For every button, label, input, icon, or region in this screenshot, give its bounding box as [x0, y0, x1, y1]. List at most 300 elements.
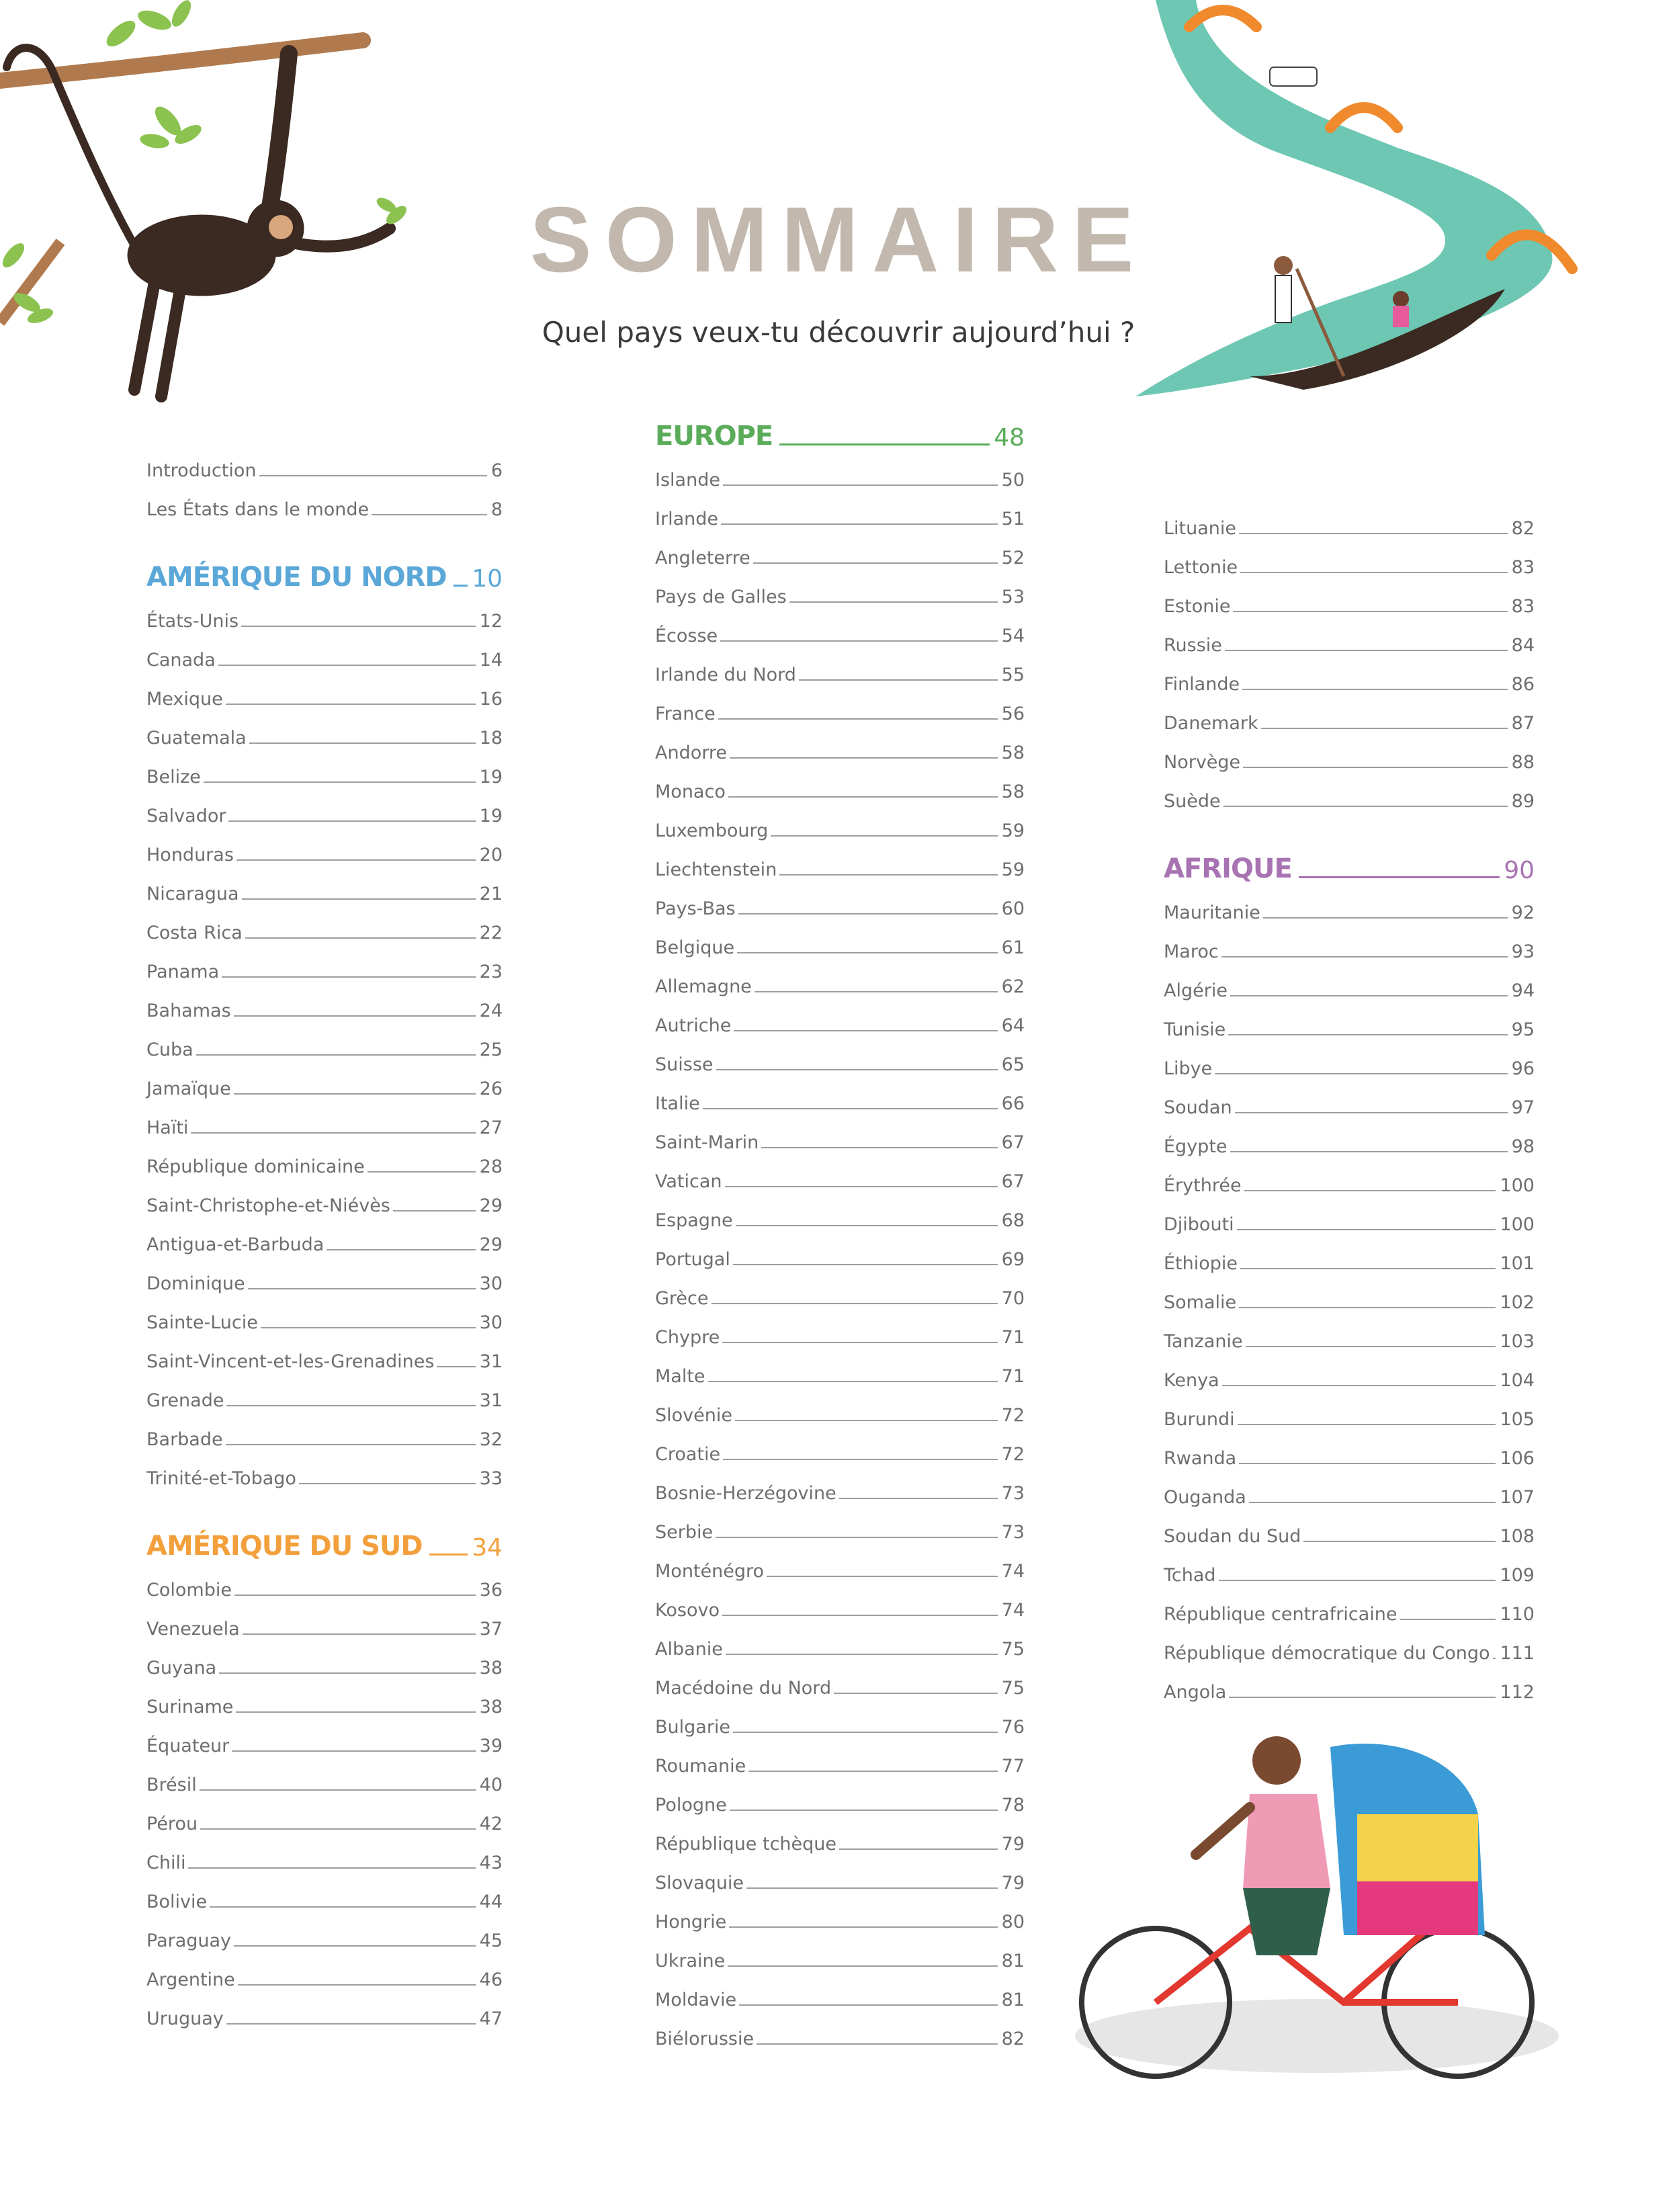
toc-entry-name: Kenya [1164, 1370, 1219, 1391]
toc-entry-item[interactable] [655, 1075, 1025, 1114]
toc-entry-name: Belgique [655, 937, 735, 958]
toc-entry-name: Grèce [655, 1288, 709, 1309]
toc-entry-item[interactable] [1164, 1313, 1535, 1352]
dotted-leader [1400, 1619, 1496, 1620]
dotted-leader [721, 523, 998, 525]
toc-entry-item[interactable] [655, 958, 1025, 997]
toc-entry-item[interactable] [655, 802, 1025, 841]
toc-entry-page: 24 [479, 1001, 503, 1021]
dotted-leader [226, 2023, 476, 2025]
dotted-leader [249, 742, 476, 744]
toc-entry-name: Irlande [655, 509, 718, 529]
dotted-leader [834, 1693, 998, 1694]
toc-entry-item[interactable] [146, 1795, 503, 1834]
toc-entry-name: Malte [655, 1366, 705, 1387]
toc-entry-item[interactable] [655, 1036, 1025, 1075]
toc-entry-name: Saint-Vincent-et-les-Grenadines [146, 1351, 435, 1372]
dotted-leader [243, 1633, 476, 1635]
toc-entry-item[interactable] [146, 1990, 503, 2029]
toc-entry-name: Angola [1164, 1682, 1227, 1703]
toc-entry-item[interactable] [655, 452, 1025, 491]
toc-entry-item[interactable] [655, 1114, 1025, 1153]
toc-entry-item[interactable] [146, 442, 503, 481]
toc-entry-page: 96 [1511, 1058, 1535, 1079]
toc-entry-page: 83 [1511, 596, 1535, 617]
dotted-leader [234, 1015, 476, 1017]
toc-entry-name: États-Unis [146, 611, 239, 632]
toc-entry-page: 87 [1511, 713, 1535, 734]
toc-entry-item[interactable] [655, 1971, 1025, 2010]
toc-entry-name: Salvador [146, 806, 226, 826]
dotted-leader [238, 1984, 476, 1986]
dotted-leader [222, 976, 476, 978]
toc-entry-item[interactable] [146, 788, 503, 826]
dotted-leader [393, 1210, 476, 1211]
section-heading-afrique[interactable] [1164, 843, 1535, 884]
toc-entry-item[interactable] [146, 1411, 503, 1450]
toc-entry-name: Guyana [146, 1658, 217, 1678]
dotted-leader [723, 1459, 998, 1460]
dotted-leader [188, 1867, 475, 1869]
toc-entry-page: 25 [479, 1039, 503, 1060]
toc-entry-item[interactable] [655, 1270, 1025, 1309]
dotted-leader [746, 1887, 998, 1889]
dotted-leader [1239, 1307, 1496, 1308]
dotted-leader [1229, 1697, 1496, 1698]
dotted-leader [1222, 1385, 1496, 1386]
toc-entry-page: 106 [1500, 1448, 1535, 1469]
toc-entry-page: 79 [1001, 1873, 1025, 1894]
toc-entry-item[interactable] [1164, 1118, 1535, 1157]
toc-entry-page: 86 [1511, 674, 1535, 695]
dotted-leader [739, 2004, 998, 2006]
toc-entry-page: 38 [479, 1697, 503, 1717]
toc-entry-item[interactable] [655, 1660, 1025, 1699]
toc-entry-item[interactable] [1164, 617, 1535, 656]
dotted-leader [1240, 1268, 1496, 1269]
toc-entry-page: 82 [1511, 518, 1535, 539]
toc-entry-item[interactable] [146, 749, 503, 788]
toc-entry-item[interactable] [146, 904, 503, 943]
toc-entry-item[interactable] [146, 1951, 503, 1990]
toc-entry-name: Chypre [655, 1327, 720, 1348]
toc-entry-item[interactable] [146, 943, 503, 982]
dotted-leader [191, 1132, 475, 1134]
toc-entry-page: 28 [479, 1156, 503, 1177]
toc-entry-page: 31 [479, 1390, 503, 1411]
toc-entry-item[interactable] [146, 632, 503, 671]
toc-entry-name: Cuba [146, 1039, 194, 1060]
dotted-leader [248, 1288, 476, 1289]
toc-entry-item[interactable] [655, 685, 1025, 724]
toc-entry-item[interactable] [146, 982, 503, 1021]
toc-entry-name: Trinité-et-Tobago [146, 1468, 296, 1489]
dotted-leader [779, 874, 997, 876]
toc-entry-name: Burundi [1164, 1409, 1235, 1430]
dotted-leader [241, 626, 476, 627]
toc-entry-name: Éthiopie [1164, 1253, 1238, 1274]
toc-entry-name: Biélorussie [655, 2029, 755, 2049]
rickshaw-cyclist-illustration [1075, 1734, 1559, 2083]
toc-entry-name: République tchèque [655, 1834, 837, 1855]
toc-entry-name: Chili [146, 1853, 186, 1873]
section-rule [779, 443, 990, 445]
toc-entry-item[interactable] [655, 763, 1025, 802]
toc-entry-item[interactable] [655, 841, 1025, 880]
toc-entry-item[interactable] [146, 1060, 503, 1099]
toc-entry-name: Introduction [146, 460, 257, 481]
toc-entry-item[interactable] [655, 1309, 1025, 1348]
toc-entry-page: 78 [1001, 1795, 1025, 1816]
toc-entry-name: République dominicaine [146, 1156, 365, 1177]
toc-entry-item[interactable] [1164, 1235, 1535, 1274]
toc-entry-item[interactable] [655, 568, 1025, 607]
toc-entry-name: Érythrée [1164, 1175, 1242, 1196]
dotted-leader [789, 601, 998, 603]
toc-entry-name: Lituanie [1164, 518, 1237, 539]
toc-entry-page: 23 [479, 962, 503, 982]
toc-entry-item[interactable] [655, 2010, 1025, 2049]
toc-entry-page: 71 [1001, 1327, 1025, 1348]
toc-entry-page: 73 [1001, 1483, 1025, 1504]
toc-entry-item[interactable] [655, 1192, 1025, 1231]
toc-entry-name: Mauritanie [1164, 902, 1260, 923]
toc-entry-page: 70 [1001, 1288, 1025, 1309]
dotted-leader [1243, 767, 1507, 768]
toc-entry-name: Soudan [1164, 1097, 1232, 1118]
toc-entry-item[interactable] [1164, 695, 1535, 734]
toc-entry-page: 82 [1001, 2029, 1025, 2049]
toc-entry-item[interactable] [1164, 1274, 1535, 1313]
dotted-leader [368, 1171, 476, 1173]
toc-entry-page: 12 [479, 611, 503, 632]
toc-entry-name: Macédoine du Nord [655, 1678, 832, 1699]
toc-entry-item[interactable] [1164, 1469, 1535, 1508]
toc-entry-item[interactable] [146, 1912, 503, 1951]
toc-entry-item[interactable] [146, 1138, 503, 1177]
dotted-leader [755, 991, 998, 992]
toc-entry-name: Tunisie [1164, 1019, 1226, 1040]
toc-entry-name: Canada [146, 650, 216, 671]
toc-entry-item[interactable] [655, 1855, 1025, 1894]
dotted-leader [232, 1750, 475, 1752]
toc-entry-name: Barbade [146, 1429, 223, 1450]
toc-entry-item[interactable] [655, 1582, 1025, 1621]
toc-entry-item[interactable] [1164, 539, 1535, 578]
toc-entry-name: Nicaragua [146, 884, 239, 904]
toc-entry-item[interactable] [655, 1387, 1025, 1426]
toc-entry-name: Costa Rica [146, 923, 243, 943]
dotted-leader [716, 1069, 998, 1070]
toc-entry-page: 81 [1001, 1990, 1025, 2010]
toc-entry-item[interactable] [1164, 1586, 1535, 1625]
dotted-leader [200, 1789, 476, 1791]
toc-entry-name: Guatemala [146, 728, 247, 749]
toc-entry-page: 44 [479, 1891, 503, 1912]
dotted-leader [226, 1405, 475, 1406]
toc-entry-item[interactable] [1164, 962, 1535, 1001]
dotted-leader [1240, 572, 1508, 573]
toc-entry-page: 59 [1001, 820, 1025, 841]
dotted-leader [734, 1030, 997, 1031]
toc-entry-page: 104 [1500, 1370, 1535, 1391]
toc-entry-item[interactable] [146, 1372, 503, 1411]
toc-entry-item[interactable] [655, 997, 1025, 1036]
dotted-leader [259, 475, 487, 476]
section-rule [429, 1554, 468, 1556]
toc-entry-item[interactable] [655, 1621, 1025, 1660]
toc-entry-page: 51 [1001, 509, 1025, 529]
toc-entry-page: 27 [479, 1117, 503, 1138]
toc-entry-item[interactable] [146, 1640, 503, 1678]
toc-entry-name: Albanie [655, 1639, 723, 1660]
toc-entry-page: 52 [1001, 548, 1025, 568]
section-heading-amerique-nord[interactable] [146, 551, 503, 593]
toc-entry-page: 95 [1511, 1019, 1535, 1040]
toc-entry-item[interactable] [1164, 1079, 1535, 1118]
toc-entry-item[interactable] [146, 1450, 503, 1489]
toc-entry-item[interactable] [655, 1699, 1025, 1738]
toc-entry-item[interactable] [146, 671, 503, 710]
dotted-leader [716, 1537, 998, 1538]
toc-entry-item[interactable] [146, 593, 503, 632]
toc-entry-page: 74 [1001, 1561, 1025, 1582]
toc-entry-item[interactable] [1164, 1508, 1535, 1547]
toc-entry-item[interactable] [146, 1873, 503, 1912]
toc-entry-item[interactable] [1164, 1196, 1535, 1235]
toc-entry-item[interactable] [146, 1099, 503, 1138]
toc-entry-item[interactable] [1164, 1664, 1535, 1703]
page-subtitle: Quel pays veux-tu découvrir aujourd’hui ? [542, 316, 1135, 349]
toc-entry-item[interactable] [655, 607, 1025, 646]
toc-entry-name: Antigua-et-Barbuda [146, 1234, 325, 1255]
toc-entry-name: Russie [1164, 635, 1222, 656]
toc-entry-name: Monaco [655, 781, 726, 802]
toc-entry-name: Luxembourg [655, 820, 769, 841]
toc-entry-item[interactable] [146, 826, 503, 865]
toc-entry-item[interactable] [655, 1426, 1025, 1465]
toc-entry-page: 6 [490, 460, 503, 481]
dotted-leader [839, 1848, 998, 1850]
toc-entry-page: 16 [479, 689, 503, 710]
toc-entry-page: 22 [479, 923, 503, 943]
dotted-leader [1221, 956, 1508, 958]
toc-entry-item[interactable] [655, 1153, 1025, 1192]
toc-entry-item[interactable] [655, 1816, 1025, 1855]
dotted-leader [437, 1366, 475, 1367]
toc-entry-item[interactable] [655, 880, 1025, 919]
toc-entry-page: 107 [1500, 1487, 1535, 1508]
toc-entry-page: 67 [1001, 1171, 1025, 1192]
toc-entry-page: 58 [1001, 781, 1025, 802]
toc-entry-page: 71 [1001, 1366, 1025, 1387]
toc-entry-item[interactable] [655, 1543, 1025, 1582]
toc-entry-page: 37 [479, 1619, 503, 1640]
toc-entry-item[interactable] [146, 710, 503, 749]
toc-entry-item[interactable] [655, 1348, 1025, 1387]
toc-entry-item[interactable] [1164, 1391, 1535, 1430]
toc-entry-item[interactable] [146, 1177, 503, 1216]
toc-entry-page: 83 [1511, 557, 1535, 578]
dotted-leader [712, 1303, 998, 1304]
dotted-leader [228, 820, 475, 822]
dotted-leader [1238, 1424, 1496, 1425]
section-heading-amerique-sud[interactable] [146, 1520, 503, 1562]
toc-entry-item[interactable] [1164, 923, 1535, 962]
dotted-leader [1235, 1112, 1508, 1113]
toc-entry-page: 55 [1001, 665, 1025, 685]
dotted-leader [1249, 1502, 1496, 1503]
toc-entry-name: Islande [655, 470, 720, 491]
dotted-leader [733, 1264, 998, 1265]
toc-entry-item[interactable] [655, 646, 1025, 685]
toc-entry-page: 39 [479, 1736, 503, 1756]
toc-entry-name: Liechtenstein [655, 859, 777, 880]
toc-entry-name: Grenade [146, 1390, 224, 1411]
toc-entry-name: Soudan du Sud [1164, 1526, 1301, 1547]
toc-entry-page: 32 [479, 1429, 503, 1450]
toc-entry-item[interactable] [146, 1216, 503, 1255]
toc-entry-page: 72 [1001, 1405, 1025, 1426]
toc-entry-item[interactable] [146, 1756, 503, 1795]
toc-entry-name: Jamaïque [146, 1078, 231, 1099]
toc-entry-item[interactable] [146, 865, 503, 904]
toc-entry-item[interactable] [1164, 1625, 1535, 1664]
toc-entry-item[interactable] [1164, 773, 1535, 812]
toc-entry-item[interactable] [1164, 1430, 1535, 1469]
dotted-leader [703, 1108, 998, 1109]
toc-entry-item[interactable] [146, 1834, 503, 1873]
toc-entry-page: 19 [479, 806, 503, 826]
toc-entry-page: 43 [479, 1853, 503, 1873]
toc-entry-name: Autriche [655, 1015, 732, 1036]
toc-entry-item[interactable] [655, 919, 1025, 958]
toc-entry-page: 33 [479, 1468, 503, 1489]
dotted-leader [726, 1654, 998, 1655]
toc-entry-item[interactable] [655, 1894, 1025, 1932]
toc-entry-page: 20 [479, 845, 503, 865]
toc-entry-item[interactable] [655, 724, 1025, 763]
toc-entry-page: 89 [1511, 791, 1535, 812]
toc-entry-name: Hongrie [655, 1912, 727, 1932]
dotted-leader [1230, 995, 1508, 996]
section-page: 10 [472, 565, 503, 593]
toc-entry-item[interactable] [1164, 1547, 1535, 1586]
toc-entry-item[interactable] [146, 1717, 503, 1756]
toc-entry-name: Croatie [655, 1444, 721, 1465]
toc-entry-item[interactable] [146, 1333, 503, 1372]
toc-entry-item[interactable] [1164, 656, 1535, 695]
toc-entry-name: Espagne [655, 1210, 733, 1231]
dotted-leader [236, 1711, 475, 1713]
toc-entry-item[interactable] [1164, 734, 1535, 773]
toc-entry-name: Portugal [655, 1249, 730, 1270]
toc-entry-item[interactable] [655, 1465, 1025, 1504]
toc-entry-item[interactable] [655, 1504, 1025, 1543]
dotted-leader [1242, 689, 1508, 690]
toc-entry-name: Pérou [146, 1814, 198, 1834]
toc-entry-item[interactable] [1164, 1001, 1535, 1040]
toc-entry-page: 65 [1001, 1054, 1025, 1075]
toc-entry-name: Paraguay [146, 1930, 232, 1951]
toc-entry-item[interactable] [1164, 1040, 1535, 1079]
toc-entry-item[interactable] [146, 1021, 503, 1060]
toc-entry-name: République centrafricaine [1164, 1604, 1398, 1625]
toc-entry-page: 53 [1001, 587, 1025, 607]
dotted-leader [757, 2043, 998, 2045]
toc-entry-name: Sainte-Lucie [146, 1312, 258, 1333]
toc-entry-item[interactable] [146, 1601, 503, 1640]
dotted-leader [728, 796, 998, 798]
toc-entry-name: Bahamas [146, 1001, 231, 1021]
dotted-leader [839, 1498, 998, 1499]
page-title: SOMMAIRE [529, 188, 1148, 292]
toc-entry-page: 75 [1001, 1678, 1025, 1699]
toc-entry-item[interactable] [655, 491, 1025, 529]
toc-entry-name: Les États dans le monde [146, 499, 370, 520]
toc-entry-item[interactable] [1164, 1157, 1535, 1196]
dotted-leader [723, 484, 998, 486]
toc-entry-item[interactable] [1164, 500, 1535, 539]
toc-entry-item[interactable] [1164, 1352, 1535, 1391]
toc-entry-page: 29 [479, 1195, 503, 1216]
toc-entry-name: Suriname [146, 1697, 234, 1717]
toc-entry-item[interactable] [146, 481, 503, 520]
toc-entry-item[interactable] [655, 1932, 1025, 1971]
toc-entry-item[interactable] [655, 529, 1025, 568]
dotted-leader [196, 1054, 476, 1056]
toc-entry-name: Ukraine [655, 1951, 726, 1971]
dotted-leader [728, 1965, 997, 1967]
toc-entry-item[interactable] [1164, 884, 1535, 923]
toc-entry-name: Suède [1164, 791, 1221, 812]
toc-entry-item[interactable] [655, 1738, 1025, 1777]
dotted-leader [1215, 1073, 1507, 1074]
toc-entry-name: Lettonie [1164, 557, 1238, 578]
toc-entry-page: 46 [479, 1969, 503, 1990]
toc-entry-item[interactable] [655, 1777, 1025, 1816]
toc-entry-page: 62 [1001, 976, 1025, 997]
dotted-leader [799, 679, 998, 681]
toc-entry-item[interactable] [146, 1678, 503, 1717]
dotted-leader [722, 1342, 997, 1343]
dotted-leader [1261, 728, 1508, 729]
toc-entry-name: Panama [146, 962, 220, 982]
toc-entry-page: 98 [1511, 1136, 1535, 1157]
toc-entry-item[interactable] [146, 1562, 503, 1601]
toc-entry-name: Bosnie-Herzégovine [655, 1483, 836, 1504]
toc-entry-name: Tchad [1164, 1565, 1216, 1586]
dotted-leader [1233, 611, 1507, 612]
toc-entry-item[interactable] [146, 1294, 503, 1333]
section-heading-europe[interactable] [655, 410, 1025, 452]
toc-entry-name: Argentine [146, 1969, 235, 1990]
toc-entry-name: Irlande du Nord [655, 665, 796, 685]
toc-entry-item[interactable] [655, 1231, 1025, 1270]
toc-entry-page: 111 [1500, 1643, 1535, 1664]
toc-entry-page: 112 [1500, 1682, 1535, 1703]
toc-entry-item[interactable] [146, 1255, 503, 1294]
dotted-leader [226, 704, 476, 705]
toc-entry-item[interactable] [1164, 578, 1535, 617]
dotted-leader [218, 665, 476, 666]
toc-entry-name: Uruguay [146, 2008, 224, 2029]
dotted-leader [767, 1576, 998, 1577]
toc-entry-name: Pologne [655, 1795, 727, 1816]
toc-entry-page: 92 [1511, 902, 1535, 923]
toc-entry-page: 60 [1001, 898, 1025, 919]
toc-entry-page: 100 [1500, 1214, 1535, 1235]
